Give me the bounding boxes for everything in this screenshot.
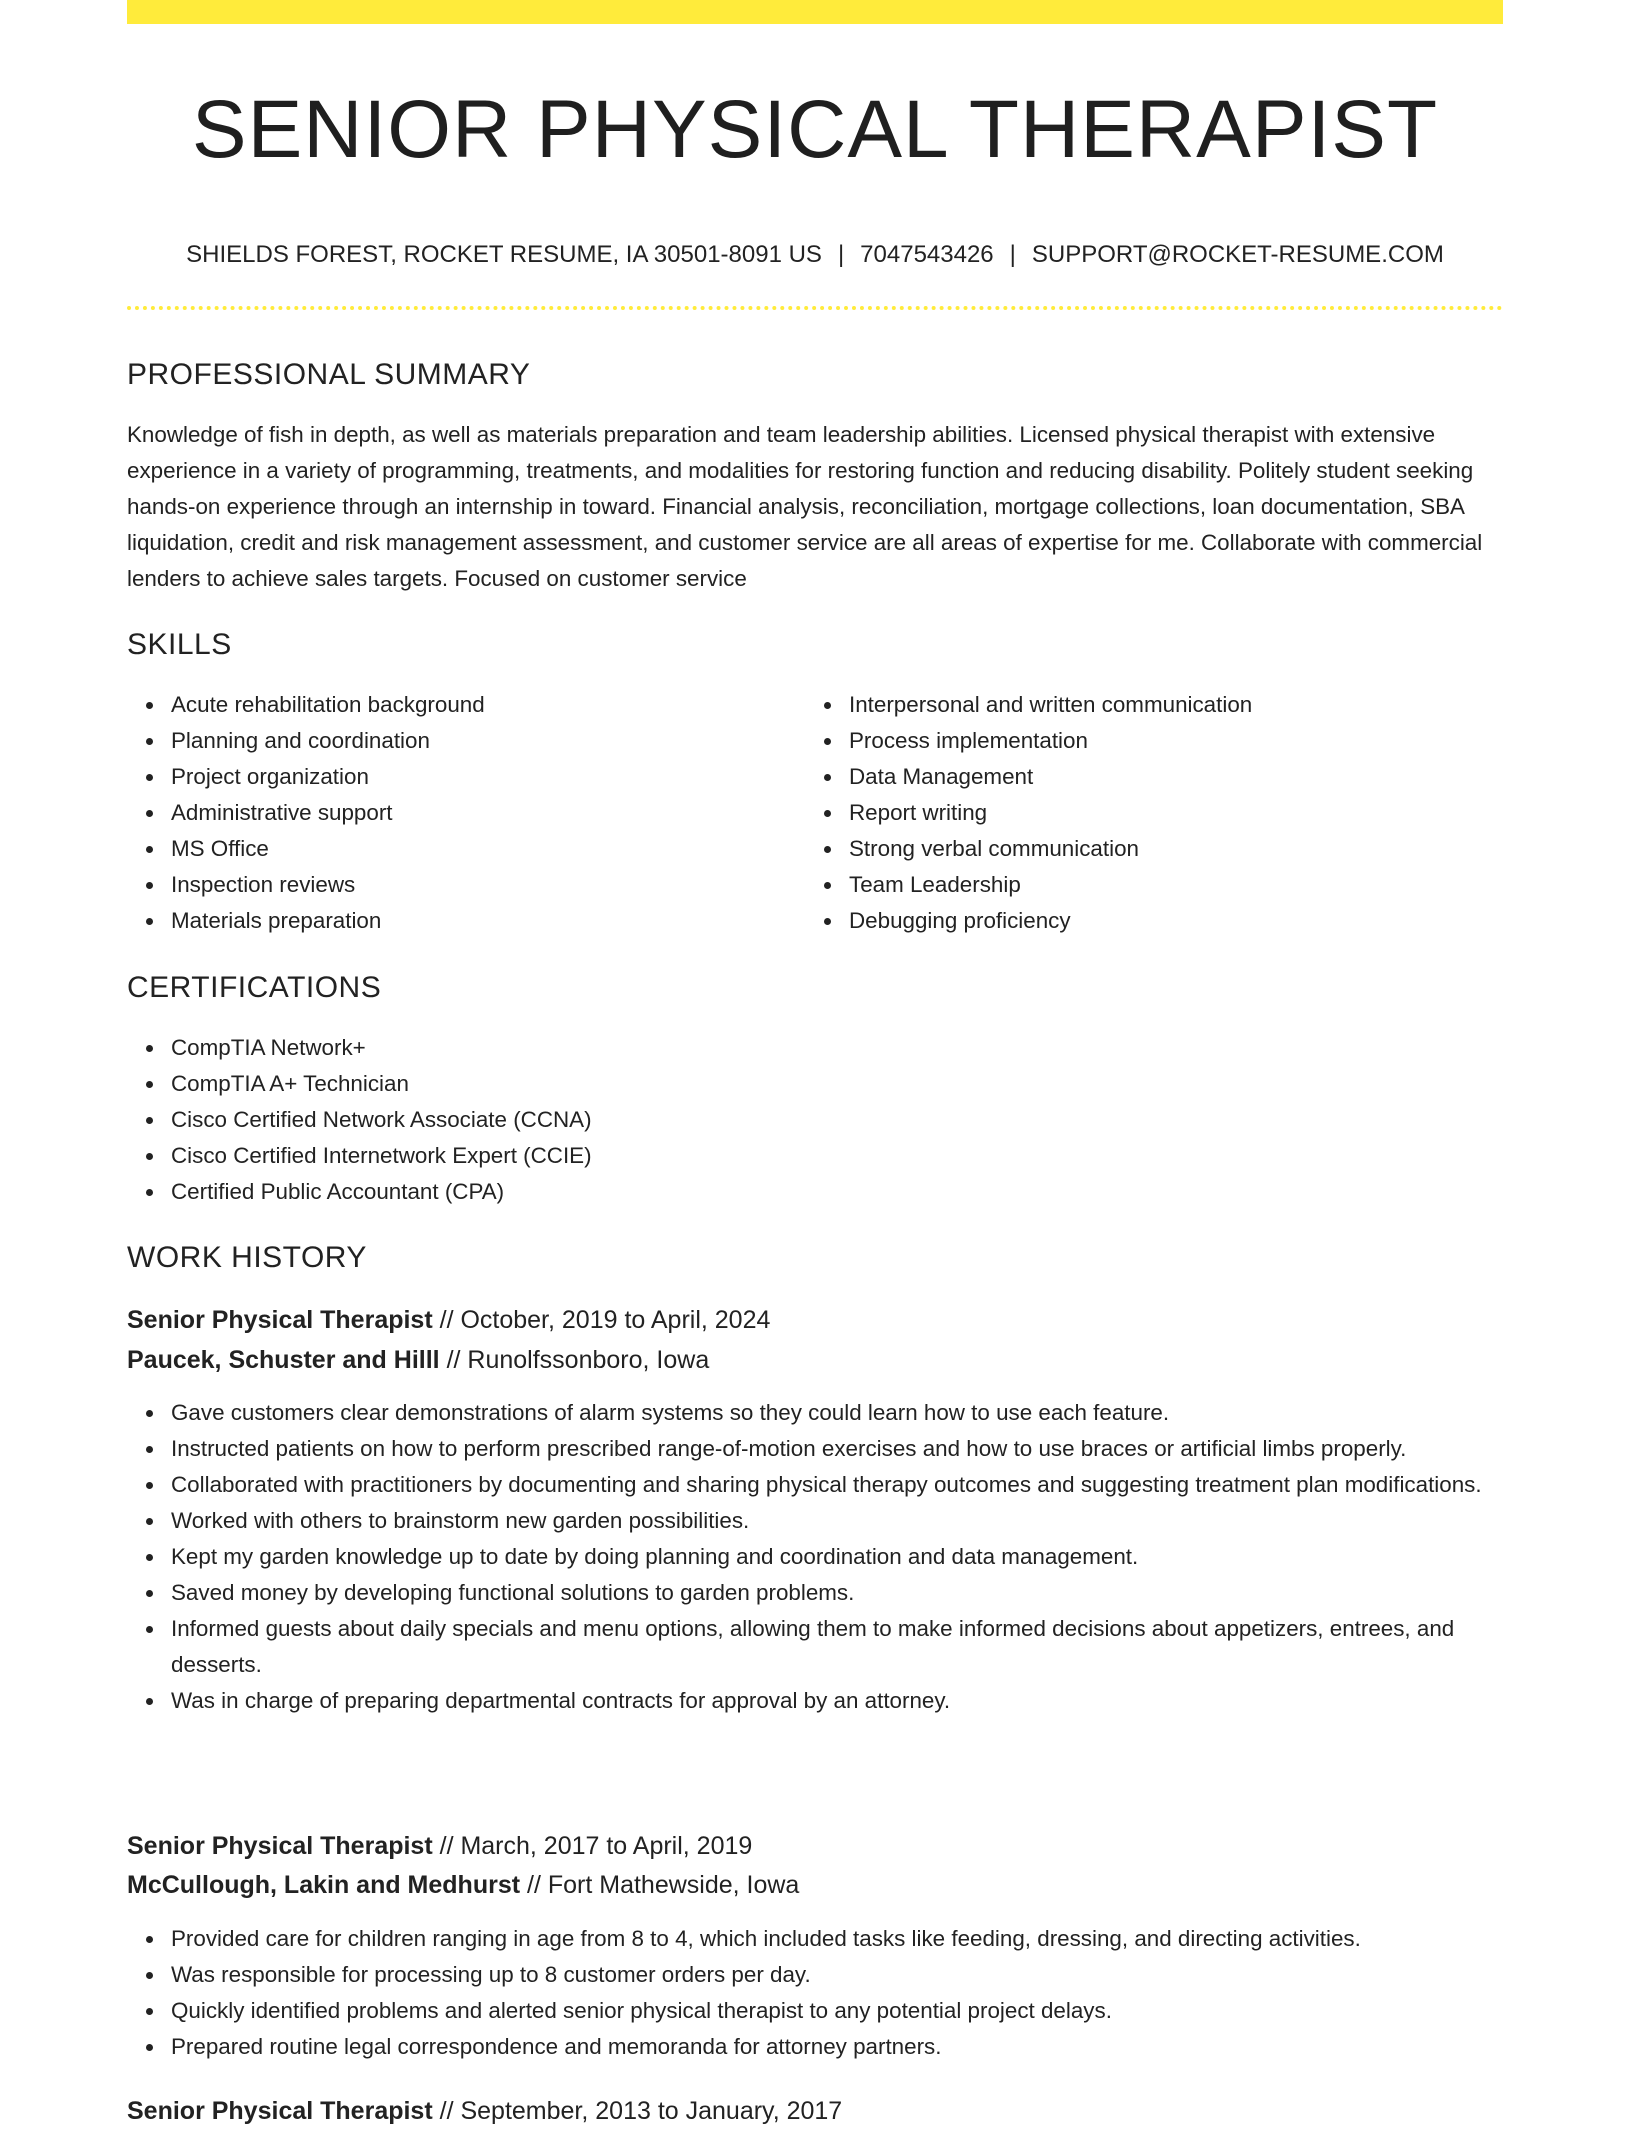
job-role: Senior Physical Therapist — [127, 2097, 433, 2125]
skill-item: Debugging proficiency — [849, 903, 1499, 939]
skill-item: Acute rehabilitation background — [171, 687, 801, 723]
job-bullet: Gave customers clear demonstrations of alarm systems so they could learn how to use each feature. — [171, 1395, 1503, 1431]
job-bullet: Saved money by developing functional solutions to garden problems. — [171, 1575, 1503, 1611]
skills-heading: SKILLS — [127, 628, 232, 661]
skill-item: Team Leadership — [849, 867, 1499, 903]
certification-item: CompTIA Network+ — [171, 1030, 1501, 1066]
skill-item: Interpersonal and written communication — [849, 687, 1499, 723]
skill-item: Report writing — [849, 795, 1499, 831]
job-company: Paucek, Schuster and Hilll — [127, 1346, 440, 1374]
job-bullet: Provided care for children ranging in age from 8 to 4, which included tasks like feeding, dressing, and directing activities. — [171, 1921, 1547, 1957]
job-bullet: Instructed patients on how to perform prescribed range-of-motion exercises and how to use braces or artificial limbs properly. — [171, 1431, 1503, 1467]
job-dates: // September, 2013 to January, 2017 — [432, 2097, 843, 2125]
job-company-line — [127, 1341, 709, 1379]
skill-item: Materials preparation — [171, 903, 801, 939]
certification-item: CompTIA A+ Technician — [171, 1066, 1501, 1102]
contact-email: SUPPORT@ROCKET-RESUME.COM — [1031, 241, 1444, 268]
certification-item: Cisco Certified Network Associate (CCNA) — [171, 1102, 1501, 1138]
skill-item: Planning and coordination — [171, 723, 801, 759]
contact-separator: | — [1009, 241, 1016, 268]
job-bullet: Prepared routine legal correspondence and memoranda for attorney partners. — [171, 2029, 1547, 2065]
job-bullets — [127, 1395, 1503, 1719]
job-bullet: Informed guests about daily specials and menu options, allowing them to make informed decisions about appetizers, entrees, and desserts. — [171, 1611, 1503, 1683]
resume-title: SENIOR PHYSICAL THERAPIST — [191, 84, 1439, 175]
job-role: Senior Physical Therapist — [127, 1306, 433, 1334]
certifications-list — [127, 1030, 1501, 1210]
job-title-line — [127, 1827, 752, 1865]
job-title-line — [127, 2092, 842, 2130]
skill-item: Strong verbal communication — [849, 831, 1499, 867]
job-dates: // March, 2017 to April, 2019 — [432, 1832, 753, 1860]
skill-item: Inspection reviews — [171, 867, 801, 903]
job-company-line — [127, 1866, 799, 1904]
job-bullet: Was in charge of preparing departmental contracts for approval by an attorney. — [171, 1683, 1503, 1719]
job-dates: // October, 2019 to April, 2024 — [432, 1306, 771, 1334]
contact-separator: | — [837, 241, 845, 268]
certifications-heading: CERTIFICATIONS — [127, 971, 382, 1004]
skills-list-right — [805, 687, 1499, 939]
job-location: // Runolfssonboro, Iowa — [439, 1346, 710, 1374]
summary-text: Knowledge of fish in depth, as well as materials preparation and team leadership abilities. Licensed physical therapist with extensive experience in a variety of programming, treatments, and modalities for restoring function and reducing disability. Politely student seeking hands-on experience through an internship in toward. Financial analysis, reconciliation, mortgage collections, loan documentation, SBA liquidation, credit and risk management assessment, and customer service are all areas of expertise for me. Collaborate with commercial lenders to achieve sales targets. Focused on customer service — [127, 422, 1483, 591]
job-company: McCullough, Lakin and Medhurst — [127, 1871, 521, 1899]
certification-item: Cisco Certified Internetwork Expert (CCIE) — [171, 1138, 1501, 1174]
contact-phone: 7047543426 — [860, 241, 994, 268]
skills-list-left — [127, 687, 801, 939]
skill-item: MS Office — [171, 831, 801, 867]
job-location: // Fort Mathewside, Iowa — [520, 1871, 800, 1899]
summary-heading: PROFESSIONAL SUMMARY — [127, 358, 531, 391]
skill-item: Administrative support — [171, 795, 801, 831]
job-bullet: Was responsible for processing up to 8 customer orders per day. — [171, 1957, 1547, 1993]
skill-item: Data Management — [849, 759, 1499, 795]
job-role: Senior Physical Therapist — [127, 1832, 433, 1860]
job-title-line — [127, 1301, 770, 1339]
job-bullet: Kept my garden knowledge up to date by doing planning and coordination and data management. — [171, 1539, 1503, 1575]
certification-item: Certified Public Accountant (CPA) — [171, 1174, 1501, 1210]
work-history-heading: WORK HISTORY — [127, 1241, 367, 1274]
job-bullet: Collaborated with practitioners by documenting and sharing physical therapy outcomes and suggesting treatment plan modifications. — [171, 1467, 1503, 1503]
contact-address: SHIELDS FOREST, ROCKET RESUME, IA 30501-8091 US — [186, 241, 822, 268]
job-bullet: Quickly identified problems and alerted senior physical therapist to any potential project delays. — [171, 1993, 1547, 2029]
job-bullets — [127, 1921, 1547, 2065]
job-bullet: Worked with others to brainstorm new garden possibilities. — [171, 1503, 1503, 1539]
contact-line — [127, 238, 1503, 272]
header-divider — [127, 306, 1503, 310]
skill-item: Project organization — [171, 759, 801, 795]
top-accent-bar — [127, 0, 1503, 24]
skill-item: Process implementation — [849, 723, 1499, 759]
